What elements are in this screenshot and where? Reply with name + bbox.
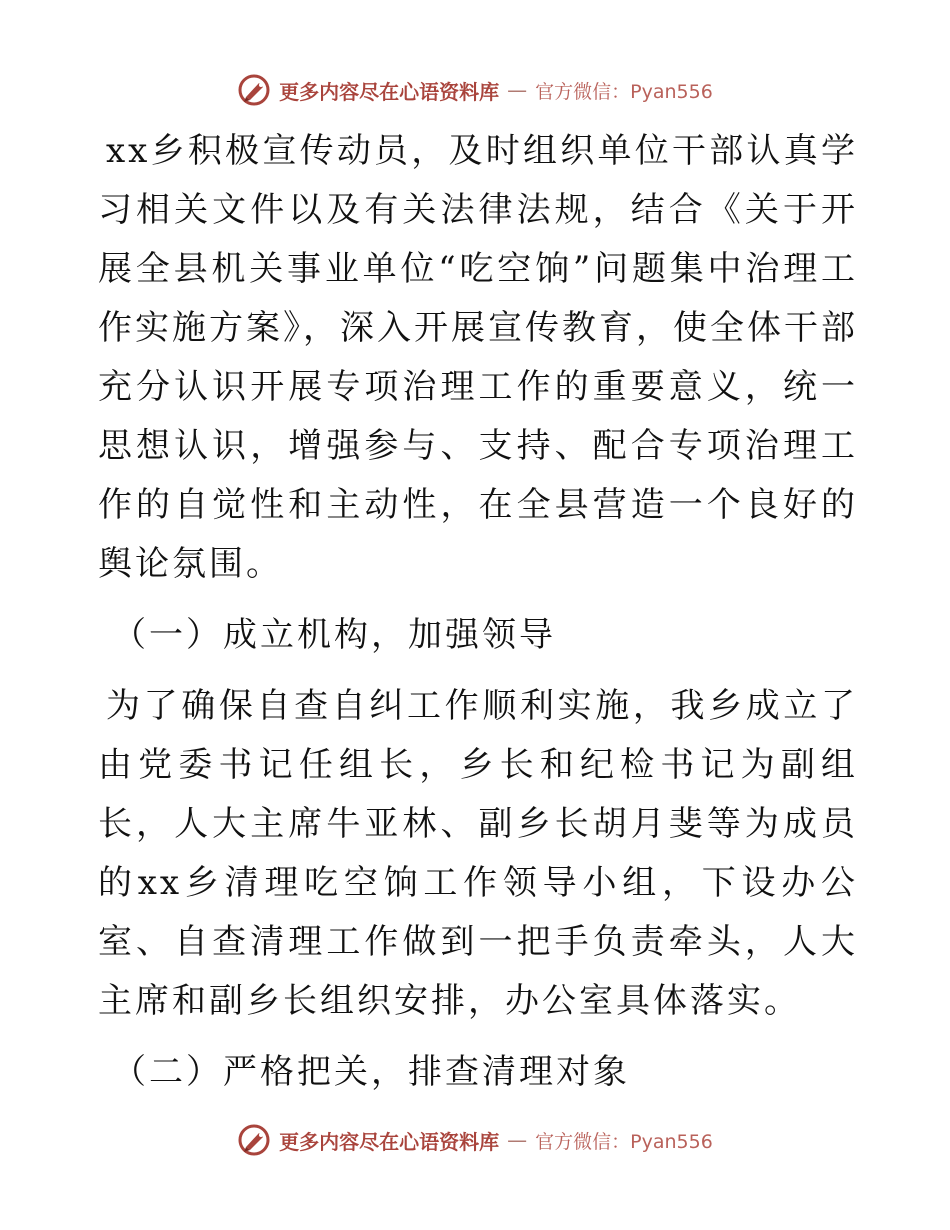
paragraph-organization: 为了确保自查自纠工作顺利实施，我乡成立了由党委书记任组长，乡长和纪检书记为副组长，人大主席牛亚林、副乡长胡月斐等为成员的xx乡清理吃空饷工作领导小组，下设办公室、自查清理工作做到一把手负责牵头，人大主席和副乡长组织安排，办公室具体落实。	[98, 686, 858, 1021]
paragraph-publicity: xx乡积极宣传动员，及时组织单位干部认真学习相关文件以及有关法律法规，结合《关于开展全县机关事业单位“吃空饷”问题集中治理工作实施方案》，深入开展宣传教育，使全体干部充分认识开展专项治理工作的重要意义，统一思想认识，增强参与、支持、配合专项治理工作的自觉性和主动性，在全县营造一个良好的舆论氛围。	[98, 131, 858, 584]
watermark-wechat: 官方微信：Pyan556	[535, 1130, 713, 1153]
watermark-separator: —	[507, 78, 528, 102]
document-body	[98, 122, 858, 1102]
header-watermark	[0, 70, 950, 110]
spacer	[98, 1031, 858, 1043]
watermark-wechat: 官方微信：Pyan556	[535, 80, 713, 103]
section-heading-1: （一）成立机构，加强领导	[112, 615, 556, 655]
pen-logo-icon	[237, 1123, 271, 1157]
watermark-text: 更多内容尽在心语资料库	[279, 1129, 500, 1154]
spacer	[98, 665, 858, 677]
section-heading-2: （二）严格把关，排查清理对象	[112, 1052, 630, 1092]
footer-watermark	[0, 1120, 950, 1160]
spacer	[98, 594, 858, 606]
watermark-separator: —	[507, 1128, 528, 1152]
pen-logo-icon	[237, 73, 271, 107]
watermark-text: 更多内容尽在心语资料库	[279, 79, 500, 104]
